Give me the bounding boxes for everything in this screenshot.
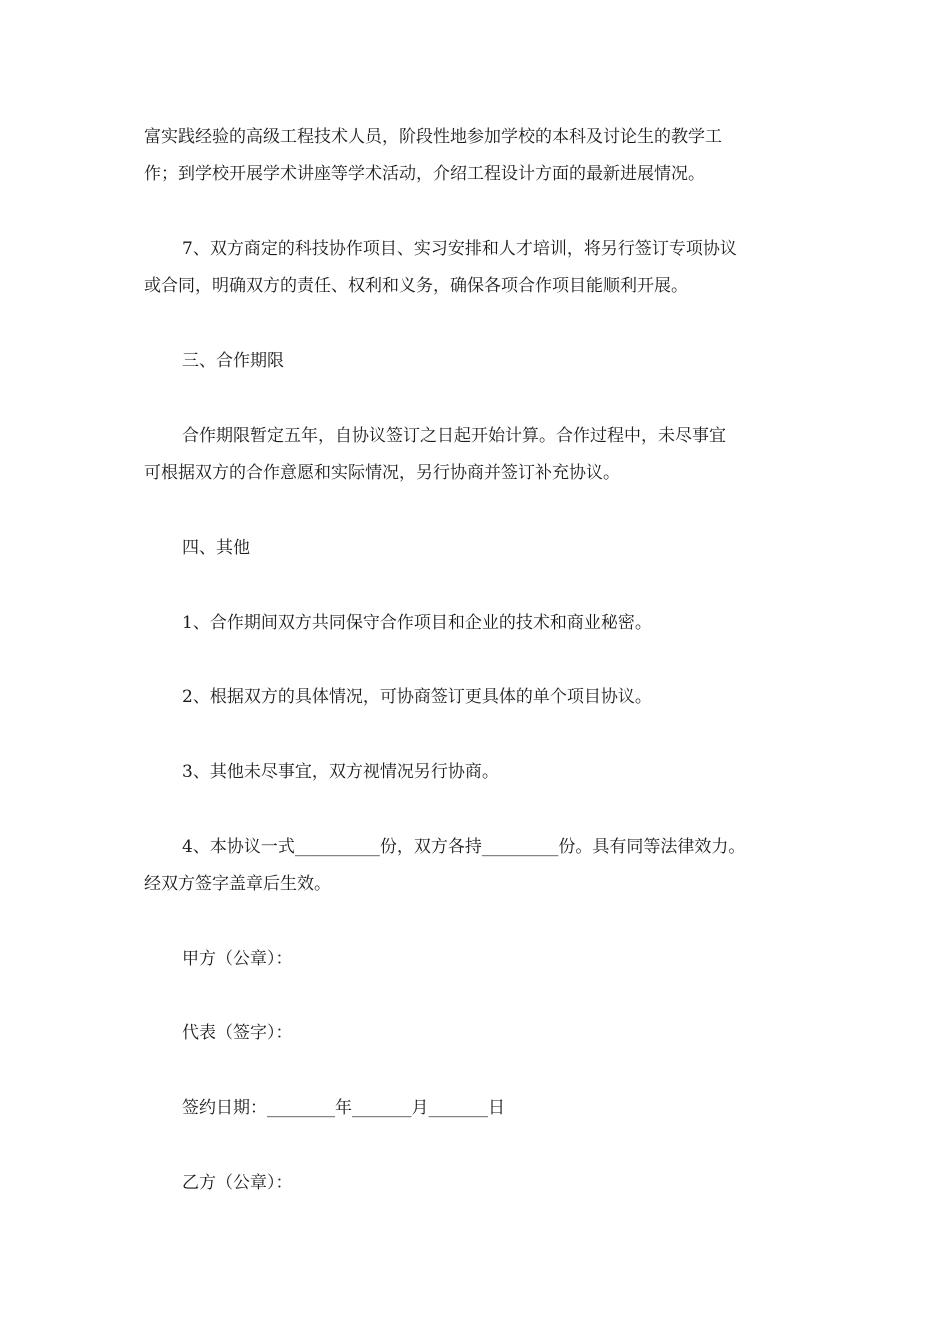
signature-label: 代表（签字）： xyxy=(182,1023,293,1043)
signature-label: 甲方（公章）： xyxy=(182,949,293,969)
paragraph-other-3 xyxy=(144,754,814,791)
paragraph-continuation xyxy=(144,119,814,193)
text-line: 1、合作期间双方共同保守合作项目和企业的技术和商业秘密。 xyxy=(182,613,652,633)
signature-party-b xyxy=(144,1165,814,1202)
heading-text: 三、合作期限 xyxy=(182,351,284,371)
paragraph-other-4 xyxy=(144,829,814,903)
section-heading-term xyxy=(144,343,814,380)
paragraph-other-1 xyxy=(144,605,814,642)
text-line: 作；到学校开展学术讲座等学术活动，介绍工程设计方面的最新进展情况。 xyxy=(144,164,705,184)
text-line: 经双方签字盖章后生效。 xyxy=(144,874,331,894)
text-line: 可根据双方的合作意愿和实际情况，另行协商并签订补充协议。 xyxy=(144,463,620,483)
section-heading-other xyxy=(144,530,814,567)
text-line: 合作期限暂定五年，自协议签订之日起开始计算。合作过程中，未尽事宜 xyxy=(182,426,726,446)
paragraph-other-2 xyxy=(144,679,814,716)
signature-label: 签约日期：________年_______月_______日 xyxy=(182,1098,505,1118)
text-line: 或合同，明确双方的责任、权利和义务，确保各项合作项目能顺利开展。 xyxy=(144,276,688,296)
signature-representative xyxy=(144,1015,814,1052)
signature-label: 乙方（公章）： xyxy=(182,1173,293,1193)
heading-text: 四、其他 xyxy=(182,538,250,558)
text-line: 2、根据双方的具体情况，可协商签订更具体的单个项目协议。 xyxy=(182,687,652,707)
signature-date xyxy=(144,1090,814,1127)
text-line: 富实践经验的高级工程技术人员，阶段性地参加学校的本科及讨论生的教学工 xyxy=(144,127,722,147)
paragraph-term xyxy=(144,418,814,492)
text-line: 3、其他未尽事宜，双方视情况另行协商。 xyxy=(182,762,499,782)
paragraph-item-7 xyxy=(144,231,814,305)
signature-party-a xyxy=(144,941,814,978)
text-line: 4、本协议一式__________份，双方各持_________份。具有同等法律效力。 xyxy=(182,837,746,857)
text-line: 7、双方商定的科技协作项目、实习安排和人才培训，将另行签订专项协议 xyxy=(182,239,737,259)
